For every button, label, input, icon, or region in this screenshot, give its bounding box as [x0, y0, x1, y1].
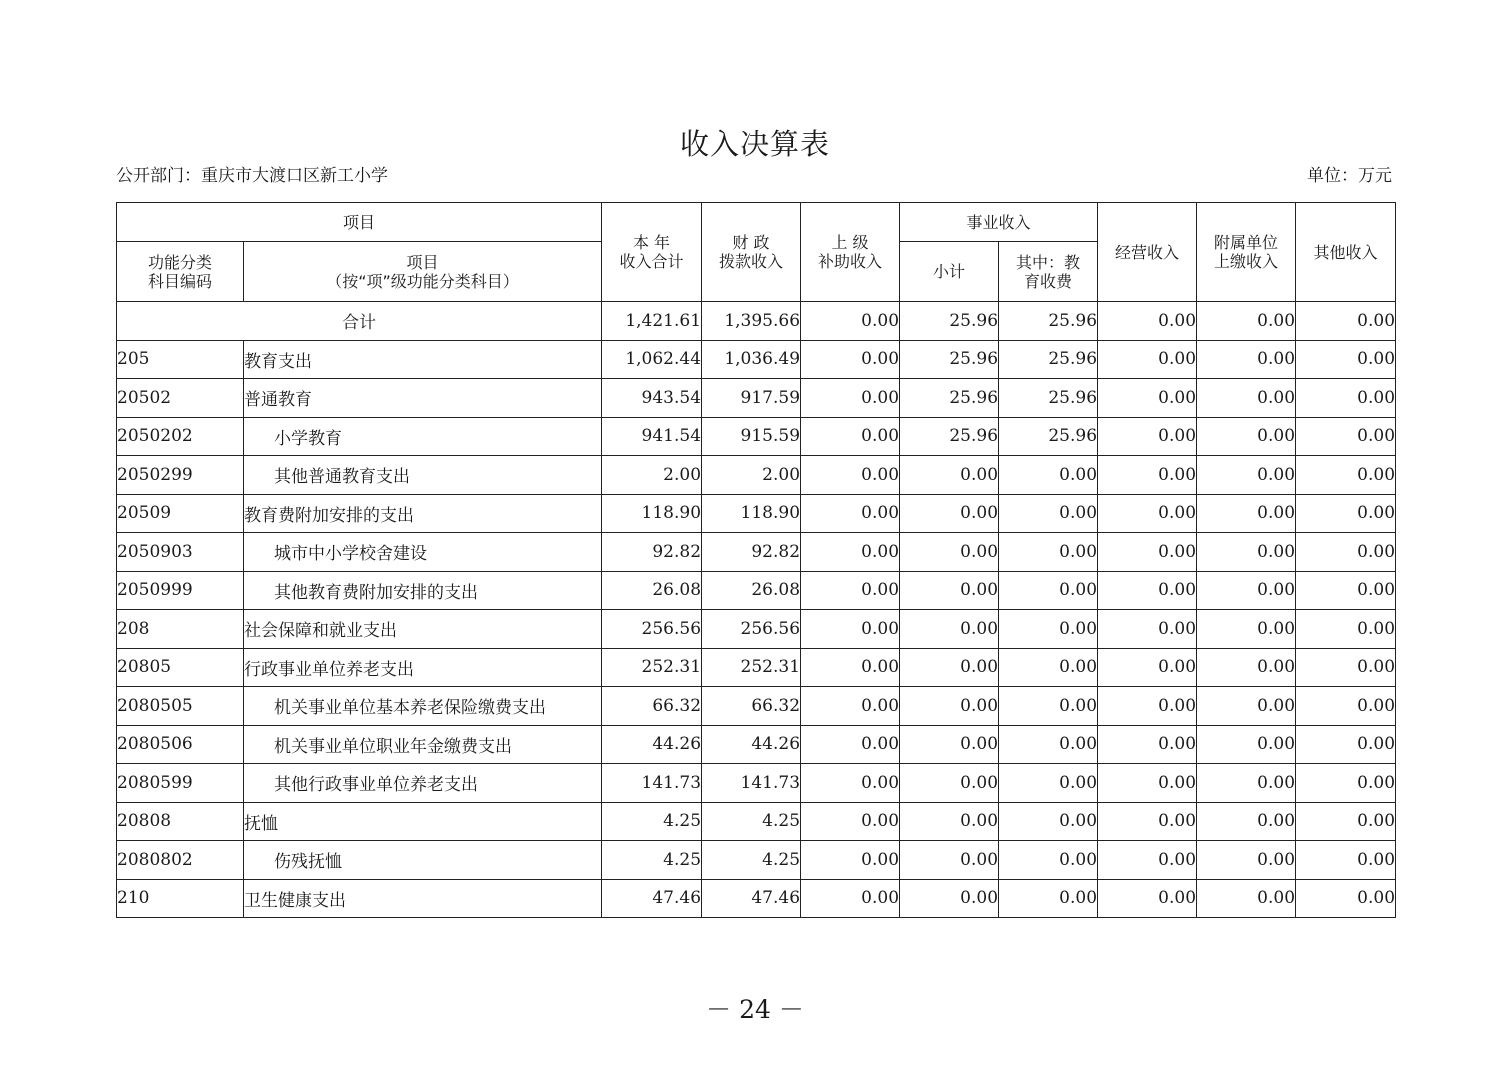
header-project: 项目 [117, 203, 602, 242]
table-row [117, 456, 1396, 495]
total-value: 1,395.66 [702, 302, 801, 341]
row-value: 0.00 [1296, 456, 1396, 495]
row-value: 0.00 [900, 764, 999, 803]
row-value: 66.32 [602, 687, 702, 726]
row-value: 0.00 [1296, 571, 1396, 610]
unit-label: 单位：万元 [1307, 166, 1392, 186]
row-value: 0.00 [999, 610, 1098, 649]
row-value: 0.00 [900, 494, 999, 533]
total-value: 0.00 [1296, 302, 1396, 341]
row-name: 其他行政事业单位养老支出 [244, 764, 602, 803]
row-value: 915.59 [702, 417, 801, 456]
row-value: 2.00 [602, 456, 702, 495]
row-value: 252.31 [602, 648, 702, 687]
header-affiliated [1197, 203, 1296, 302]
row-value: 0.00 [1098, 494, 1197, 533]
row-value: 0.00 [801, 456, 900, 495]
row-value: 0.00 [801, 764, 900, 803]
row-code: 20808 [117, 802, 244, 841]
row-value: 0.00 [999, 725, 1098, 764]
header-fiscal [702, 203, 801, 302]
row-value: 0.00 [801, 687, 900, 726]
row-value: 66.32 [702, 687, 801, 726]
row-value: 943.54 [602, 379, 702, 418]
row-value: 0.00 [1098, 571, 1197, 610]
row-value: 0.00 [801, 571, 900, 610]
row-value: 0.00 [801, 648, 900, 687]
row-value: 0.00 [1197, 571, 1296, 610]
row-name: 教育费附加安排的支出 [244, 494, 602, 533]
row-value: 92.82 [702, 533, 801, 572]
row-value: 0.00 [900, 571, 999, 610]
row-name: 其他普通教育支出 [244, 456, 602, 495]
row-value: 0.00 [999, 687, 1098, 726]
row-value: 2.00 [702, 456, 801, 495]
header-operating: 经营收入 [1098, 203, 1197, 302]
row-code: 2050903 [117, 533, 244, 572]
total-value: 0.00 [1197, 302, 1296, 341]
row-value: 0.00 [1197, 379, 1296, 418]
page-title: 收入决算表 [679, 127, 830, 161]
header-total-income-text: 本 年 收入合计 [619, 233, 684, 271]
row-value: 0.00 [1296, 417, 1396, 456]
row-value: 0.00 [1197, 764, 1296, 803]
row-value: 0.00 [1197, 687, 1296, 726]
row-value: 0.00 [801, 610, 900, 649]
row-code: 2050299 [117, 456, 244, 495]
row-value: 0.00 [1197, 725, 1296, 764]
row-value: 0.00 [900, 725, 999, 764]
row-value: 0.00 [1098, 648, 1197, 687]
row-value: 4.25 [602, 802, 702, 841]
row-value: 141.73 [702, 764, 801, 803]
row-code: 2080506 [117, 725, 244, 764]
row-code: 2050999 [117, 571, 244, 610]
row-name: 普通教育 [244, 379, 602, 418]
row-value: 0.00 [1197, 802, 1296, 841]
header-fiscal-text: 财 政 拨款收入 [719, 233, 784, 271]
row-value: 0.00 [999, 494, 1098, 533]
row-value: 4.25 [602, 841, 702, 880]
table-row [117, 610, 1396, 649]
row-value: 0.00 [999, 841, 1098, 880]
row-value: 25.96 [900, 379, 999, 418]
table-row [117, 841, 1396, 880]
table-row [117, 725, 1396, 764]
page-number: － 24 － [706, 995, 804, 1024]
row-value: 0.00 [1197, 648, 1296, 687]
row-value: 0.00 [1098, 841, 1197, 880]
row-code: 2050202 [117, 417, 244, 456]
table-row [117, 379, 1396, 418]
row-value: 0.00 [1197, 879, 1296, 918]
row-value: 0.00 [1098, 725, 1197, 764]
table-body [117, 302, 1396, 918]
row-value: 0.00 [1296, 494, 1396, 533]
row-code: 20805 [117, 648, 244, 687]
table-row [117, 879, 1396, 918]
row-value: 0.00 [900, 648, 999, 687]
header-subtotal: 小计 [900, 242, 999, 302]
row-value: 0.00 [1296, 379, 1396, 418]
total-value: 25.96 [900, 302, 999, 341]
row-value: 0.00 [1197, 841, 1296, 880]
row-value: 1,062.44 [602, 340, 702, 379]
header-other: 其他收入 [1296, 203, 1396, 302]
table-row [117, 571, 1396, 610]
row-value: 26.08 [702, 571, 801, 610]
header-superior-text: 上 级 补助收入 [818, 233, 883, 271]
row-code: 210 [117, 879, 244, 918]
row-value: 92.82 [602, 533, 702, 572]
row-value: 0.00 [1197, 340, 1296, 379]
row-value: 25.96 [900, 417, 999, 456]
row-value: 0.00 [1296, 533, 1396, 572]
row-value: 0.00 [1296, 610, 1396, 649]
row-name: 机关事业单位基本养老保险缴费支出 [244, 687, 602, 726]
row-value: 0.00 [1098, 340, 1197, 379]
row-value: 0.00 [1098, 764, 1197, 803]
table-row [117, 802, 1396, 841]
header-business: 事业收入 [900, 203, 1098, 242]
row-code: 2080599 [117, 764, 244, 803]
row-value: 0.00 [1098, 802, 1197, 841]
table-row [117, 687, 1396, 726]
row-value: 0.00 [1296, 802, 1396, 841]
row-value: 0.00 [1197, 456, 1296, 495]
row-value: 0.00 [1098, 379, 1197, 418]
row-value: 0.00 [801, 879, 900, 918]
row-value: 0.00 [1098, 456, 1197, 495]
row-value: 0.00 [900, 610, 999, 649]
row-value: 26.08 [602, 571, 702, 610]
total-row [117, 302, 1396, 341]
total-label: 合计 [117, 302, 602, 341]
row-value: 0.00 [900, 802, 999, 841]
total-value: 0.00 [1098, 302, 1197, 341]
row-value: 44.26 [702, 725, 801, 764]
row-value: 0.00 [1197, 610, 1296, 649]
row-value: 252.31 [702, 648, 801, 687]
header-edu-fee [999, 242, 1098, 302]
row-name: 抚恤 [244, 802, 602, 841]
row-value: 25.96 [999, 340, 1098, 379]
row-value: 44.26 [602, 725, 702, 764]
row-value: 25.96 [999, 417, 1098, 456]
table-row [117, 533, 1396, 572]
header-func-code [117, 242, 244, 302]
row-value: 4.25 [702, 841, 801, 880]
row-value: 0.00 [1098, 687, 1197, 726]
table-row [117, 648, 1396, 687]
header-func-code-text: 功能分类 科目编码 [147, 252, 212, 291]
header-total-income [602, 203, 702, 302]
row-value: 47.46 [702, 879, 801, 918]
row-name: 教育支出 [244, 340, 602, 379]
row-value: 0.00 [1296, 841, 1396, 880]
row-value: 0.00 [1296, 648, 1396, 687]
row-value: 0.00 [999, 571, 1098, 610]
row-value: 0.00 [999, 764, 1098, 803]
row-value: 0.00 [1296, 687, 1396, 726]
row-value: 0.00 [1098, 417, 1197, 456]
row-value: 0.00 [1197, 494, 1296, 533]
row-value: 0.00 [1197, 417, 1296, 456]
row-value: 0.00 [1296, 725, 1396, 764]
row-code: 20509 [117, 494, 244, 533]
row-value: 118.90 [602, 494, 702, 533]
row-value: 0.00 [1197, 533, 1296, 572]
row-value: 917.59 [702, 379, 801, 418]
row-code: 205 [117, 340, 244, 379]
row-code: 20502 [117, 379, 244, 418]
row-code: 2080802 [117, 841, 244, 880]
row-value: 0.00 [801, 533, 900, 572]
row-value: 0.00 [900, 841, 999, 880]
table-row [117, 340, 1396, 379]
table-row [117, 494, 1396, 533]
row-value: 0.00 [1098, 533, 1197, 572]
row-name: 伤残抚恤 [244, 841, 602, 880]
row-value: 141.73 [602, 764, 702, 803]
row-code: 208 [117, 610, 244, 649]
row-value: 0.00 [801, 802, 900, 841]
total-value: 1,421.61 [602, 302, 702, 341]
row-name: 其他教育费附加安排的支出 [244, 571, 602, 610]
row-value: 0.00 [1296, 879, 1396, 918]
row-value: 4.25 [702, 802, 801, 841]
row-value: 941.54 [602, 417, 702, 456]
row-code: 2080505 [117, 687, 244, 726]
row-name: 机关事业单位职业年金缴费支出 [244, 725, 602, 764]
row-value: 0.00 [801, 417, 900, 456]
row-value: 0.00 [999, 648, 1098, 687]
total-value: 25.96 [999, 302, 1098, 341]
table-row [117, 417, 1396, 456]
row-value: 0.00 [801, 841, 900, 880]
row-value: 25.96 [900, 340, 999, 379]
row-value: 0.00 [1296, 340, 1396, 379]
row-value: 1,036.49 [702, 340, 801, 379]
row-value: 0.00 [801, 340, 900, 379]
row-value: 118.90 [702, 494, 801, 533]
row-value: 0.00 [1098, 610, 1197, 649]
row-value: 25.96 [999, 379, 1098, 418]
row-name: 小学教育 [244, 417, 602, 456]
row-value: 0.00 [1296, 764, 1396, 803]
row-value: 0.00 [900, 456, 999, 495]
row-value: 0.00 [999, 533, 1098, 572]
row-value: 256.56 [602, 610, 702, 649]
total-value: 0.00 [801, 302, 900, 341]
row-value: 256.56 [702, 610, 801, 649]
row-value: 0.00 [801, 725, 900, 764]
table-row [117, 764, 1396, 803]
row-value: 47.46 [602, 879, 702, 918]
row-name: 行政事业单位养老支出 [244, 648, 602, 687]
header-edu-fee-text: 其中：教 育收费 [1016, 252, 1081, 291]
header-affiliated-text: 附属单位 上缴收入 [1214, 233, 1279, 271]
header-project-detail-text: 项目 （按“项”级功能分类科目） [326, 252, 519, 291]
row-value: 0.00 [999, 802, 1098, 841]
row-value: 0.00 [801, 494, 900, 533]
row-name: 城市中小学校舍建设 [244, 533, 602, 572]
header-superior [801, 203, 900, 302]
row-value: 0.00 [999, 456, 1098, 495]
row-value: 0.00 [999, 879, 1098, 918]
row-name: 社会保障和就业支出 [244, 610, 602, 649]
row-value: 0.00 [900, 533, 999, 572]
row-value: 0.00 [900, 687, 999, 726]
row-value: 0.00 [1098, 879, 1197, 918]
department-label: 公开部门：重庆市大渡口区新工小学 [116, 166, 388, 186]
row-value: 0.00 [801, 379, 900, 418]
row-value: 0.00 [900, 879, 999, 918]
header-project-detail [244, 242, 602, 302]
income-table [116, 202, 1396, 918]
row-name: 卫生健康支出 [244, 879, 602, 918]
